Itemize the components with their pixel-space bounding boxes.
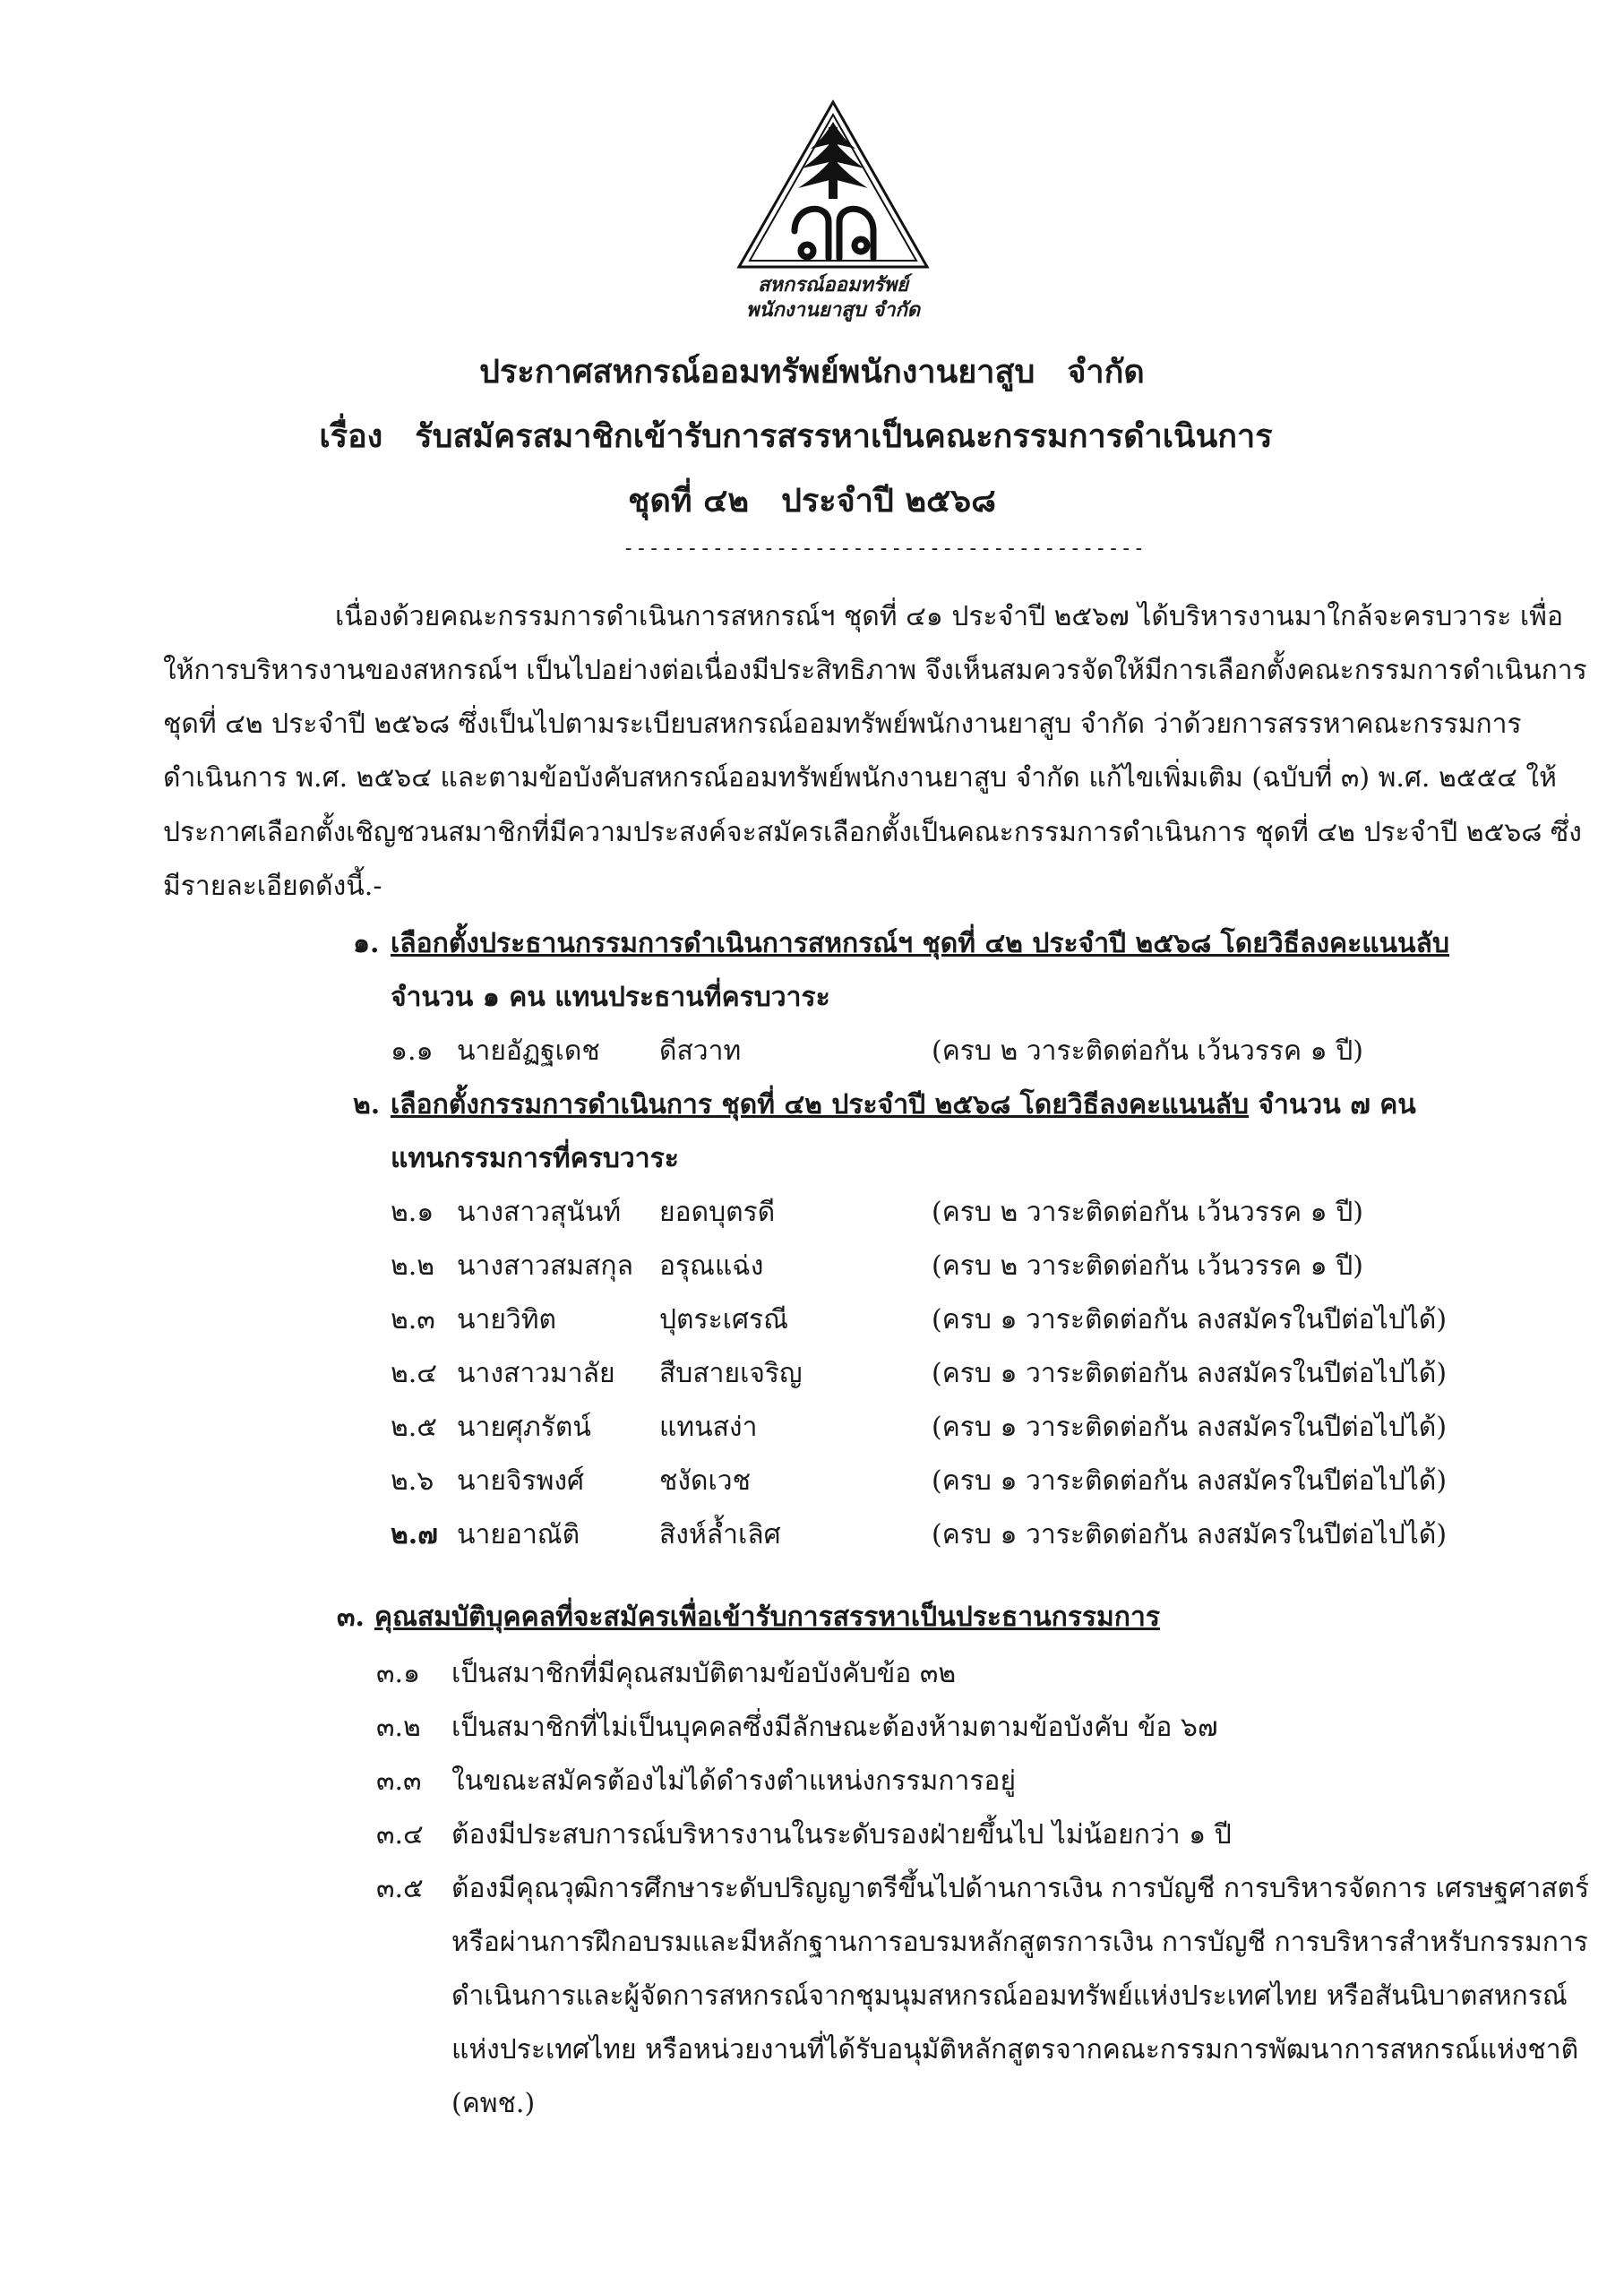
qualification-text: ต้องมีคุณวุฒิการศึกษาระดับปริญญาตรีขึ้นไปด้านการเงิน การบัญชี การบริหารจัดการ เศรษฐศาสตร์ xyxy=(451,1873,1590,1904)
member-term-note: (ครบ ๑ วาระติดต่อกัน ลงสมัครในปีต่อไปได้) xyxy=(932,1519,1448,1550)
member-last-name: สิงห์ล้ำเลิศ xyxy=(659,1519,781,1550)
announcement-term xyxy=(0,475,1624,526)
member-term-note: (ครบ ๑ วาระติดต่อกัน ลงสมัครในปีต่อไปได้) xyxy=(932,1358,1448,1389)
member-term-note: (ครบ ๑ วาระติดต่อกัน ลงสมัครในปีต่อไปได้) xyxy=(932,1304,1448,1335)
member-first-name: นางสาวสุนันท์ xyxy=(457,1197,622,1228)
member-term-note: (ครบ ๒ วาระติดต่อกัน เว้นวรรค ๑ ปี) xyxy=(932,1250,1363,1282)
intro-line-1: เนื่องด้วยคณะกรรมการดำเนินการสหกรณ์ฯ ชุดที่ ๔๑ ประจำปี ๒๕๖๗ ได้บริหารงานมาใกล้จะครบวาระ เพื่อ xyxy=(335,601,1563,632)
section-3-number: ๓. xyxy=(337,1602,365,1633)
member-last-name: ชงัดเวช xyxy=(659,1465,751,1497)
section-3-heading xyxy=(337,1596,1160,1638)
qualification-item xyxy=(376,1706,1541,1742)
qualification-number: ๓.๕ xyxy=(376,1873,424,1904)
member-term-note: (ครบ ๒ วาระติดต่อกัน เว้นวรรค ๑ ปี) xyxy=(932,1035,1363,1067)
section-2-count: จำนวน ๗ คน xyxy=(1249,1089,1416,1121)
section-2-number: ๒. xyxy=(353,1089,381,1121)
member-number: ๒.๔ xyxy=(391,1358,438,1389)
qualification-number: ๓.๑ xyxy=(376,1658,421,1689)
qualification-text-continued: หรือผ่านการฝึกอบรมและมีหลักฐานการอบรมหลักสูตรการเงิน การบัญชี การบริหารสำหรับกรรมการ xyxy=(451,1927,1588,1958)
qualification-number: ๓.๔ xyxy=(376,1819,424,1851)
section-3-title: คุณสมบัติบุคคลที่จะสมัครเพื่อเข้ารับการสรรหาเป็นประธานกรรมการ xyxy=(374,1602,1160,1633)
section-2-title: เลือกตั้งกรรมการดำเนินการ ชุดที่ ๔๒ ประจำปี ๒๕๖๘ โดยวิธีลงคะแนนลับ xyxy=(391,1089,1250,1121)
intro-line-2: ให้การบริหารงานของสหกรณ์ฯ เป็นไปอย่างต่อเนื่องมีประสิทธิภาพ จึงเห็นสมควรจัดให้มีการเลือกตั้งคณะกรรมการดำเนินการ xyxy=(163,655,1587,686)
logo-org-line2: พนักงานยาสูบ จำกัด xyxy=(745,298,921,322)
member-term-note: (ครบ ๑ วาระติดต่อกัน ลงสมัครในปีต่อไปได้) xyxy=(932,1465,1448,1497)
member-term-note: (ครบ ๒ วาระติดต่อกัน เว้นวรรค ๑ ปี) xyxy=(932,1197,1363,1228)
intro-line-6: มีรายละเอียดดังนี้.- xyxy=(163,871,382,902)
member-row xyxy=(391,1030,1465,1066)
qualification-item xyxy=(376,1653,1541,1688)
member-first-name: นายอัฏฐเดช xyxy=(457,1035,600,1067)
section-1-title: เลือกตั้งประธานกรรมการดำเนินการสหกรณ์ฯ ชุดที่ ๔๒ ประจำปี ๒๕๖๘ โดยวิธีลงคะแนนลับ xyxy=(391,928,1449,959)
section-1-subline: จำนวน ๑ คน แทนประธานที่ครบวาระ xyxy=(391,982,830,1013)
member-row xyxy=(391,1460,1465,1496)
qualification-number: ๓.๓ xyxy=(376,1765,422,1797)
qualification-text: เป็นสมาชิกที่ไม่เป็นบุคคลซึ่งมีลักษณะต้องห้ามตามข้อบังคับ ข้อ ๖๗ xyxy=(451,1712,1218,1743)
term-year: ประจำปี ๒๕๖๘ xyxy=(781,482,996,520)
qualification-text-continued: แห่งประเทศไทย หรือหน่วยงานที่ได้รับอนุมัติหลักสูตรจากคณะกรรมการพัฒนาการสหกรณ์แห่งชาติ xyxy=(451,2034,1579,2065)
subject-label: เรื่อง xyxy=(319,417,383,455)
divider-line: ----------------------------------------- xyxy=(623,537,1147,560)
logo-org-line1: สหกรณ์ออมทรัพย์ xyxy=(757,273,909,296)
member-last-name: ปุตระเศรณี xyxy=(659,1304,788,1335)
member-last-name: ดีสวาท xyxy=(659,1035,742,1067)
section-1-heading xyxy=(353,923,1449,965)
logo-emblem-icon xyxy=(730,97,936,285)
section-2-subline: แทนกรรมการที่ครบวาระ xyxy=(391,1143,679,1174)
member-last-name: ยอดบุตรดี xyxy=(659,1197,776,1228)
member-number: ๒.๑ xyxy=(391,1197,434,1228)
qualification-text: ในขณะสมัครต้องไม่ได้ดำรงตำแหน่งกรรมการอยู่ xyxy=(451,1765,1017,1797)
subject-text: รับสมัครสมาชิกเข้ารับการสรรหาเป็นคณะกรรมการดำเนินการ xyxy=(415,417,1273,455)
member-row xyxy=(391,1514,1465,1550)
member-last-name: แทนสง่า xyxy=(659,1412,758,1443)
member-last-name: สืบสายเจริญ xyxy=(659,1358,803,1389)
member-first-name: นางสาวสมสกุล xyxy=(457,1250,633,1282)
qualification-text: ต้องมีประสบการณ์บริหารงานในระดับรองฝ่ายขึ้นไป ไม่น้อยกว่า ๑ ปี xyxy=(451,1819,1232,1851)
title-org: ประกาศสหกรณ์ออมทรัพย์พนักงานยาสูบ xyxy=(479,353,1035,391)
qualification-text-continued: ดำเนินการและผู้จัดการสหกรณ์จากชุมนุมสหกรณ์ออมทรัพย์แห่งประเทศไทย หรือสันนิบาตสหกรณ์ xyxy=(451,1980,1568,2012)
member-first-name: นายจิรพงศ์ xyxy=(457,1465,585,1497)
qualification-text-continued: (คพช.) xyxy=(451,2088,536,2119)
qualification-item xyxy=(376,1868,1590,1904)
member-number: ๒.๗ xyxy=(391,1519,438,1550)
intro-line-4: ดำเนินการ พ.ศ. ๒๕๖๔ และตามข้อบังคับสหกรณ์ออมทรัพย์พนักงานยาสูบ จำกัด แก้ไขเพิ่มเติม (ฉบับที่ ๓) พ.ศ. ๒๕๕๔ ให้ xyxy=(163,762,1557,794)
member-term-note: (ครบ ๑ วาระติดต่อกัน ลงสมัครในปีต่อไปได้) xyxy=(932,1412,1448,1443)
member-row xyxy=(391,1245,1465,1281)
section-1-number: ๑. xyxy=(353,928,380,959)
member-first-name: นายอาณัติ xyxy=(457,1519,580,1550)
announcement-subject xyxy=(0,410,1608,461)
intro-line-5: ประกาศเลือกตั้งเชิญชวนสมาชิกที่มีความประสงค์จะสมัครเลือกตั้งเป็นคณะกรรมการดำเนินการ ชุดที่ ๔๒ ประจำปี ๒๕๖๘ ซึ่ง xyxy=(163,817,1582,848)
member-number: ๒.๖ xyxy=(391,1465,434,1497)
qualification-number: ๓.๒ xyxy=(376,1712,421,1743)
cooperative-logo xyxy=(730,97,936,321)
member-row xyxy=(391,1353,1465,1388)
member-last-name: อรุณแฉ่ง xyxy=(659,1250,764,1282)
announcement-title xyxy=(0,346,1624,397)
member-first-name: นายวิทิต xyxy=(457,1304,557,1335)
member-number: ๒.๒ xyxy=(391,1250,435,1282)
term-set: ชุดที่ ๔๒ xyxy=(628,482,750,520)
member-number: ๒.๓ xyxy=(391,1304,435,1335)
member-row xyxy=(391,1299,1465,1335)
qualification-item xyxy=(376,1814,1541,1850)
member-first-name: นางสาวมาลัย xyxy=(457,1358,615,1389)
section-2-heading xyxy=(353,1084,1416,1126)
qualification-text: เป็นสมาชิกที่มีคุณสมบัติตามข้อบังคับข้อ ๓๒ xyxy=(451,1658,957,1689)
title-org-suffix: จำกัด xyxy=(1067,353,1145,391)
member-first-name: นายศุภรัตน์ xyxy=(457,1412,591,1443)
member-row xyxy=(391,1406,1465,1442)
qualification-item xyxy=(376,1760,1541,1796)
member-row xyxy=(391,1191,1465,1227)
member-number: ๑.๑ xyxy=(391,1035,434,1067)
member-number: ๒.๕ xyxy=(391,1412,438,1443)
intro-line-3: ชุดที่ ๔๒ ประจำปี ๒๕๖๘ ซึ่งเป็นไปตามระเบียบสหกรณ์ออมทรัพย์พนักงานยาสูบ จำกัด ว่าด้วยการสรรหาคณะกรรมการ xyxy=(163,709,1522,740)
